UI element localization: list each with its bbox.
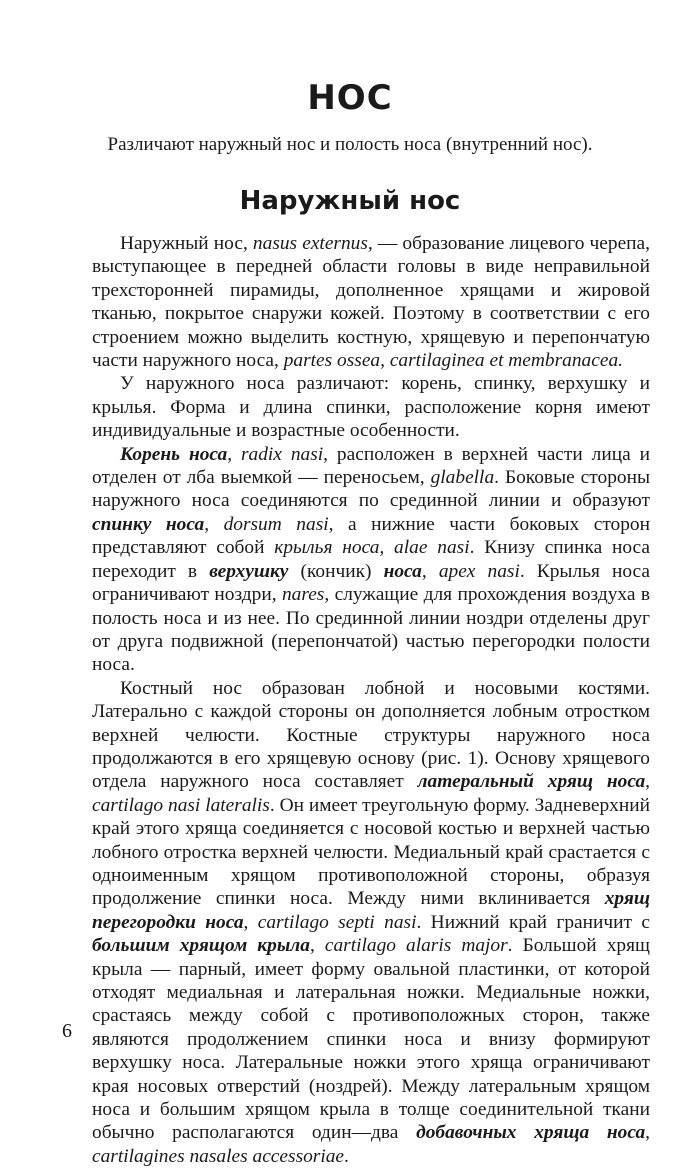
text-run: , <box>243 911 258 933</box>
term-bold: хрящ перегородки носа <box>92 888 650 933</box>
latin-term: cartilago alaris major <box>324 935 508 957</box>
term-bold: носа <box>383 560 422 582</box>
latin-term: radix nasi <box>240 443 324 465</box>
text-run: , служащие для прохождения воздуха в полость носа и из нее. По срединной линии ноздри отделены друг от друга подвижной (перепончатой) частью перегородки полости носа. <box>92 584 650 676</box>
text-run: (кончик) <box>288 560 384 582</box>
page-number: 6 <box>62 1020 72 1042</box>
latin-term: nares <box>281 584 325 606</box>
text-run: . <box>344 1145 349 1167</box>
text-run: . Книзу спинка носа переходит в <box>92 537 650 582</box>
intro-line: Различают наружный нос и полость носа (внутренний нос). <box>107 134 593 155</box>
paragraph-3 <box>92 443 650 677</box>
text-run: , <box>645 771 650 793</box>
paragraph-4 <box>92 677 650 1168</box>
text-run: , <box>421 560 439 582</box>
text-run: . Он имеет треугольную форму. Задневерхний край этого хряща соединяется с носовой костью и верхней частью лобного отростка верхней челюсти. Медиальный край срастается с одноименным хрящом противоположной стороны, образуя продолжение спинки носа. Между ними вклинивается <box>92 794 650 910</box>
latin-term: крылья носа, alae nasi <box>274 537 470 559</box>
term-bold: большим хрящом крыла <box>92 935 310 957</box>
latin-term: partes ossea, cartilaginea et membranacea. <box>283 350 623 372</box>
term-bold: Корень носа <box>120 443 228 465</box>
term-bold: добавочных хряща носа <box>416 1122 646 1144</box>
term-bold: спинку носа <box>92 513 205 535</box>
term-bold: верхушку <box>209 560 289 582</box>
text-run: . Крылья носа ограничивают ноздри, <box>92 560 650 606</box>
paragraph-1 <box>92 232 650 372</box>
text-run: Наружный нос, <box>120 233 253 254</box>
latin-term: dorsum nasi <box>223 513 329 535</box>
latin-term: nasus externus, <box>252 233 373 254</box>
chapter-title: НОС <box>307 78 393 118</box>
text-run: , <box>645 1122 651 1144</box>
text-run: . Нижний край граничит с <box>416 911 650 933</box>
text-run: Костный нос образован лобной и носовыми костями. Латерально с каждой стороны он дополняется лобным отростком верхней челюсти. Костные структуры наружного носа продолжаются в его хрящевую основу (рис. 1). Основу хрящевого отдела наружного носа составляет <box>92 677 650 793</box>
latin-term: cartilagines nasales accessoriae <box>92 1145 345 1167</box>
text-run: . Большой хрящ крыла — парный, имеет форму овальной пластинки, от которой отходят медиальная и латеральная ножки. Медиальные ножки, срастаясь между собой с противоположных сторон, также являются продолжением спинки носа и внизу формируют верхушку носа. Латеральные ножки этого хряща ограничивают края носовых отверстий (ноздрей). Между латеральным хрящом носа и большим хрящом крыла в толще соединительной ткани обычно располагаются один—два <box>92 935 650 1144</box>
text-run: У наружного носа различают: корень, спинку, верхушку и крылья. Форма и длина спинки, расположение корня имеют индивидуальные и возрастные особенности. <box>92 373 650 442</box>
text-run: . Боковые стороны наружного носа соединяются по срединной линии и образуют <box>92 467 650 512</box>
latin-term: cartilago septi nasi <box>257 911 417 933</box>
text-run: , <box>227 443 241 465</box>
paragraph-2 <box>92 372 650 442</box>
text-run: — образование лицевого черепа, выступающее в передней области головы в виде неправильной трехсторонней пирамиды, дополненное хрящами и жировой тканью, покрытое снаружи кожей. Поэтому в соответствии с его строением можно выделить костную, хрящевую и перепончатую части наружного носа, <box>92 233 651 372</box>
text-run: , а нижние части боковых сторон представляют собой <box>92 513 650 559</box>
latin-term: apex nasi <box>438 560 520 582</box>
latin-term: cartilago nasi lateralis <box>92 794 270 816</box>
section-title: Наружный нос <box>239 186 461 216</box>
body-text <box>92 232 650 1168</box>
term-bold: латеральный хрящ носа <box>417 771 646 793</box>
latin-term: glabella <box>430 467 495 489</box>
text-run: , <box>309 935 325 957</box>
text-run: , расположен в верхней части лица и отделен от лба выемкой — переносьем, <box>92 443 650 489</box>
text-run: , <box>204 513 224 535</box>
